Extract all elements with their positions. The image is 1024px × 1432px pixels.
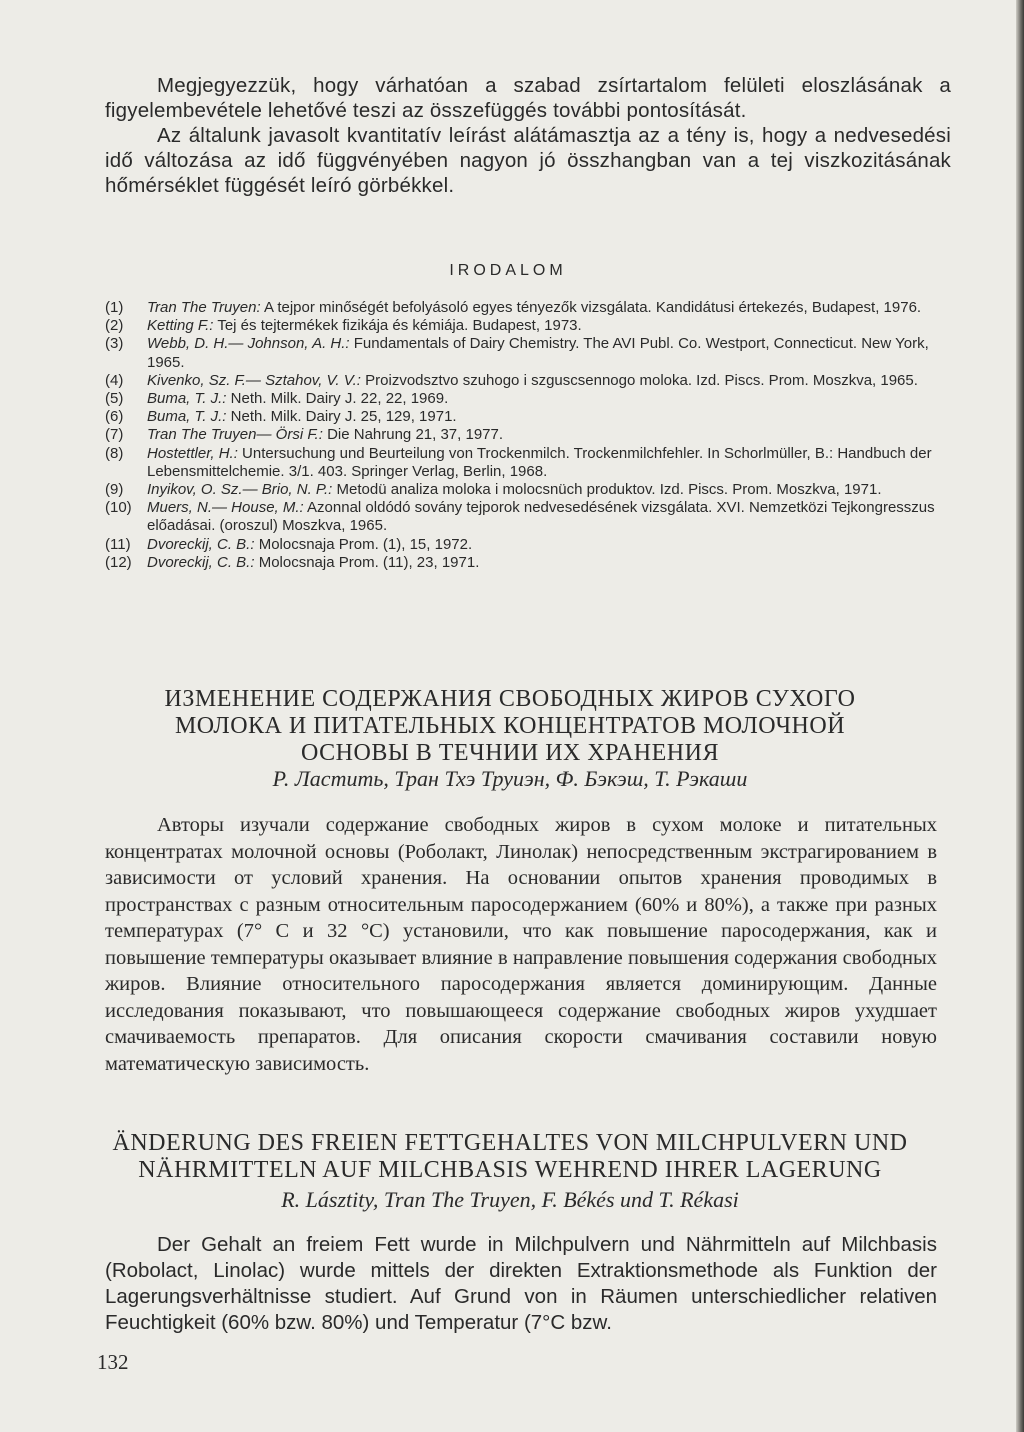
reference-text: A tejpor minőségét befolyásoló egyes tényezők vizsgálata. Kandidátusi értekezés, Budapest, 1976. [264, 299, 922, 316]
german-title-line-1: ÄNDERUNG DES FREIEN FETTGEHALTES VON MILCHPULVERN UND [112, 1130, 908, 1156]
russian-title-line-1: ИЗМЕНЕНИЕ СОДЕРЖАНИЯ СВОБОДНЫХ ЖИРОВ СУХОГО [164, 686, 856, 712]
reference-authors: Ketting F.: [147, 317, 214, 335]
reference-number: (10) [105, 499, 132, 517]
reference-text: Die Nahrung 21, 37, 1977. [327, 426, 504, 444]
reference-item [105, 335, 951, 371]
reference-item [105, 426, 951, 444]
reference-body [147, 554, 951, 572]
reference-item [105, 536, 951, 554]
reference-body [147, 317, 951, 335]
reference-text: Proizvodsztvo szuhogo i szguscsennogo moloka. Izd. Piscs. Prom. Moszkva, 1965. [365, 371, 918, 389]
reference-item [105, 445, 951, 481]
references-list [105, 299, 951, 572]
reference-authors: Dvoreckij, C. B.: [147, 535, 255, 553]
russian-authors: Р. Ластить, Тран Тхэ Труиэн, Ф. Бэкэш, Т. Рэкаши [272, 766, 748, 791]
russian-title-line-2: МОЛОКА И ПИТАТЕЛЬНЫХ КОНЦЕНТРАТОВ МОЛОЧНОЙ [174, 713, 846, 739]
reference-number: (4) [105, 371, 124, 389]
reference-authors: Dvoreckij, C. B.: [147, 553, 255, 571]
reference-body [147, 445, 951, 481]
reference-number: (9) [105, 481, 124, 499]
reference-body [147, 499, 951, 535]
reference-number: (12) [105, 553, 132, 571]
reference-authors: Buma, T. J.: [147, 408, 227, 426]
reference-authors: Inyikov, O. Sz.— Brio, N. P.: [147, 481, 333, 499]
german-title [60, 1130, 960, 1184]
reference-number: (6) [105, 408, 124, 426]
german-title-line-2: NÄHRMITTELN AUF MILCHBASIS WEHREND IHRER LAGERUNG [138, 1157, 882, 1183]
reference-number: (11) [105, 535, 131, 553]
intro-paragraph-2: Az általunk javasolt kvantitatív leírást alátámasztja az a tény is, hogy a nedvesedési idő változása az idő függvényében nagyon jó összhangban van a tej viszkozitásának hőmérséklet függését leíró görbékkel. [105, 124, 951, 197]
reference-number: (7) [105, 426, 124, 444]
german-authors: R. Lásztity, Tran The Truyen, F. Békés und T. Rékasi [281, 1187, 739, 1212]
reference-authors: Hostettler, H.: [147, 444, 238, 462]
reference-item [105, 372, 951, 390]
russian-title [60, 686, 960, 767]
reference-number: (2) [105, 317, 124, 335]
reference-number: (1) [105, 299, 124, 316]
reference-item [105, 554, 951, 572]
reference-authors: Webb, D. H.— Johnson, A. H.: [147, 335, 350, 353]
reference-number: (3) [105, 335, 124, 353]
references-heading: IRODALOM [449, 262, 567, 279]
reference-number: (5) [105, 390, 124, 408]
reference-item [105, 481, 951, 499]
reference-item [105, 408, 951, 426]
reference-item [105, 317, 951, 335]
reference-authors: Tran The Truyen: [147, 299, 261, 316]
reference-authors: Tran The Truyen— Örsi F.: [147, 426, 323, 444]
page-edge-shadow [1016, 0, 1024, 1432]
reference-text: Tej és tejtermékek fizikája és kémiája. Budapest, 1973. [217, 317, 582, 335]
reference-authors: Kivenko, Sz. F.— Sztahov, V. V.: [147, 371, 361, 389]
reference-text: Metodü analiza moloka i molocsnüch produktov. Izd. Piscs. Prom. Moszkva, 1971. [336, 481, 882, 499]
reference-body [147, 426, 951, 444]
reference-body [147, 372, 951, 390]
reference-authors: Buma, T. J.: [147, 390, 227, 408]
reference-item [105, 499, 951, 535]
reference-text: Neth. Milk. Dairy J. 25, 129, 1971. [230, 408, 457, 426]
page-number: 132 [97, 1350, 129, 1374]
reference-body [147, 481, 951, 499]
intro-paragraph-1: Megjegyezzük, hogy várhatóan a szabad zsírtartalom felületi eloszlásának a figyelembevétele lehetővé teszi az összefüggés további pontosítását. [105, 74, 951, 122]
russian-title-line-3: ОСНОВЫ В ТЕЧНИИ ИХ ХРАНЕНИЯ [301, 740, 719, 766]
intro-section [105, 73, 951, 198]
reference-text: Molocsnaja Prom. (1), 15, 1972. [258, 535, 473, 553]
reference-text: Neth. Milk. Dairy J. 22, 22, 1969. [230, 390, 449, 408]
russian-abstract: Авторы изучали содержание свободных жиров в сухом молоке и питательных концентратах молочной основы (Роболакт, Линолак) непосредственным экстрагированием в зависимости от условий хранения. На основании опытов хранения проводимых в пространствах с разным относительным паросодержанием (60% и 80%), а также при разных температурах (7° C и 32 °C) установили, что как повышение паросодержания, как и повышение температуры оказывает влияние в направление повышения содержания свободных жиров. Влияние относительного паросодержания является доминирующим. Данные исследования показывают, что повышающееся содержание свободных жиров ухудшает смачиваемость препаратов. Для описания скорости смачивания составили новую математическую зависимость. [105, 814, 937, 1075]
reference-body [147, 408, 951, 426]
reference-body [147, 390, 951, 408]
reference-body [147, 536, 951, 554]
reference-item [105, 390, 951, 408]
reference-item [105, 299, 951, 317]
reference-number: (8) [105, 444, 124, 462]
german-abstract: Der Gehalt an freiem Fett wurde in Milchpulvern und Nährmitteln auf Milchbasis (Robolact, Linolac) wurde mittels der direkten Extraktionsmethode als Funktion der Lagerungsverhältnisse studiert. Auf Grund von in Räumen unterschiedlicher relativen Feuchtigkeit (60% bzw. 80%) und Temperatur (7°C bzw. [105, 1233, 937, 1334]
reference-text: Fundamentals of Dairy Chemistry. The AVI Publ. Co. Westport, Connecticut. New York, 1965. [147, 335, 929, 371]
reference-body [147, 335, 951, 371]
reference-body [147, 299, 951, 317]
reference-text: Molocsnaja Prom. (11), 23, 1971. [258, 553, 480, 571]
reference-text: Untersuchung und Beurteilung von Trockenmilch. Trockenmilchfehler. In Schorlmüller, B.: Handbuch der Lebensmittelchemie. 3/1. 403. Springer Verlag, Berlin, 1968. [147, 444, 932, 480]
reference-authors: Muers, N.— House, M.: [147, 499, 304, 517]
reference-text: Azonnal oldódó sovány tejporok nedvesedésének vizsgálata. XVI. Nemzetközi Tejkongresszus előadásai. (oroszul) Moszkva, 1965. [147, 499, 935, 535]
